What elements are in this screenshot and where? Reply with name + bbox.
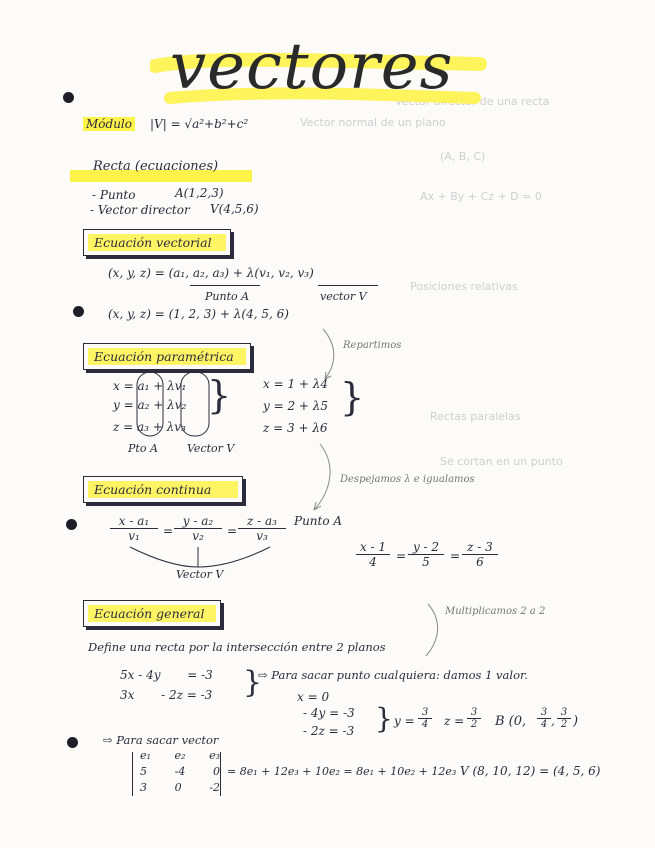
continua-point-label: Punto A: [294, 514, 343, 528]
modulo-formula: |V| = √a²+b²+c²: [150, 117, 249, 131]
continua-box: [83, 476, 243, 503]
vector-director-label: - Vector director: [90, 203, 190, 217]
bleed-text: Vector normal de un plano: [300, 116, 446, 129]
continua-fraction-z: $\frac{\text{z - a₃}}{\text{v₃}}$: [238, 514, 286, 543]
modulo-label: Módulo: [83, 117, 135, 131]
matrix-row-0: [140, 749, 220, 762]
y-label: y =: [394, 714, 415, 728]
general-vector-tip: ⇨ Para sacar vector: [103, 733, 219, 747]
matrix-row-2: [140, 781, 220, 794]
matrix-cell: 3: [140, 781, 147, 794]
parametric-applied-y: y = 2 + λ5: [263, 399, 329, 413]
bleed-text: Vector director de una recta: [395, 95, 550, 108]
vectorial-heading: Ecuación vectorial: [94, 235, 212, 250]
general-point-tip: ⇨ Para sacar punto cualquiera: damos 1 valor.: [258, 668, 528, 682]
z-fraction: $\frac{3}{2}$: [467, 707, 481, 730]
parametric-row-z: z = a₃ + λv₃: [113, 420, 186, 434]
matrix-cell: 0: [213, 765, 220, 778]
parametrica-heading: Ecuación paramétrica: [94, 349, 234, 364]
parametric-row-y: y = a₂ + λv₂: [113, 398, 187, 412]
continua-fraction-y: $\frac{\text{y - a₂}}{\text{v₂}}$: [174, 514, 222, 543]
matrix-cell: -4: [174, 765, 186, 778]
under-vector-v: Vector V: [187, 442, 235, 455]
note-multiplicamos: Multiplicamos 2 a 2: [445, 606, 546, 617]
continua-fraction-x: $\frac{\text{x - a₁}}{\text{v₁}}$: [110, 514, 158, 543]
applied-fraction-x: $\frac{x - 1}{4}$: [356, 540, 390, 569]
parametrica-box: [83, 343, 251, 370]
vector-director-value: V(4,5,6): [210, 202, 259, 216]
bleed-text: (A, B, C): [440, 150, 486, 163]
vectorial-general-equation: (x, y, z) = (a₁, a₂, a₃) + λ(v₁, v₂, v₃): [108, 266, 314, 280]
equals-sign: =: [396, 549, 407, 563]
punto-label: - Punto: [92, 188, 136, 202]
curved-arrow-icon: [300, 440, 345, 515]
point-b-close: ): [573, 714, 579, 729]
general-box: [83, 600, 221, 627]
under-point-label: Punto A: [205, 290, 250, 303]
general-solve-2: - 2z = -3: [303, 724, 355, 738]
vector-result: V (8, 10, 12) = (4, 5, 6): [460, 764, 601, 778]
general-x0: x = 0: [297, 690, 330, 704]
right-brace: }: [375, 702, 393, 735]
comma: ,: [551, 714, 555, 728]
general-eq-2: 3x - 2z = -3: [120, 688, 213, 702]
point-b-y: $\frac{3}{4}$: [537, 707, 551, 730]
matrix-row-1: [140, 765, 220, 778]
point-b-z: $\frac{3}{2}$: [557, 707, 571, 730]
under-pto-a: Pto A: [128, 442, 158, 455]
right-brace: }: [207, 373, 232, 417]
matrix-cell: 5: [140, 765, 147, 778]
bleed-text: Ax + By + Cz + D = 0: [420, 190, 542, 203]
bleed-text: Se cortan en un punto: [440, 455, 563, 468]
applied-fraction-y: $\frac{y - 2}{5}$: [408, 540, 444, 569]
under-vector-label: vector V: [320, 290, 367, 303]
point-b-open: B (0,: [495, 714, 527, 729]
bullet-dot: [63, 92, 74, 103]
vectorial-box: [83, 229, 231, 256]
continua-vector-label: Vector V: [176, 568, 224, 581]
matrix-cell: 0: [174, 781, 182, 794]
right-brace: }: [243, 665, 263, 700]
brace-underline: [190, 285, 260, 286]
note-repartimos: Repartimos: [343, 340, 402, 351]
right-brace: }: [340, 375, 365, 419]
general-solve-1: - 4y = -3: [303, 706, 355, 720]
equals-sign: =: [163, 524, 174, 538]
matrix-cell: e₃: [209, 749, 220, 762]
matrix-cell: e₂: [174, 749, 186, 762]
general-definition: Define una recta por la intersección entre 2 planos: [88, 640, 386, 654]
curved-arrow-icon: [410, 600, 450, 660]
parametric-row-x: x = a₁ + λv₁: [113, 379, 187, 393]
page-title: vectores: [170, 30, 454, 104]
recta-heading: Recta (ecuaciones): [93, 159, 219, 174]
y-fraction: $\frac{3}{4}$: [418, 707, 432, 730]
matrix-cell: e₁: [140, 749, 151, 762]
applied-fraction-z: $\frac{z - 3}{6}$: [462, 540, 498, 569]
bleed-text: Rectas paralelas: [430, 410, 521, 423]
determinant-bar-left: [132, 752, 133, 796]
general-eq-1: 5x - 4y = -3: [120, 668, 213, 682]
continua-heading: Ecuación continua: [94, 482, 212, 497]
bullet-dot: [66, 519, 77, 530]
bullet-dot: [67, 737, 78, 748]
punto-value: A(1,2,3): [175, 186, 224, 200]
determinant-result: = 8e₁ + 12e₃ + 10e₂ = 8e₁ + 10e₂ + 12e₃: [227, 765, 457, 778]
brace-underline: [318, 285, 378, 286]
determinant-bar-right: [220, 752, 221, 796]
equals-sign: =: [450, 549, 461, 563]
parametric-applied-z: z = 3 + λ6: [263, 421, 328, 435]
vectorial-applied-equation: (x, y, z) = (1, 2, 3) + λ(4, 5, 6): [108, 307, 289, 321]
general-heading: Ecuación general: [94, 606, 205, 621]
matrix-cell: -2: [209, 781, 220, 794]
parametric-applied-x: x = 1 + λ4: [263, 377, 329, 391]
bleed-text: Posiciones relativas: [410, 280, 518, 293]
z-label: z =: [444, 714, 465, 728]
bullet-dot: [73, 306, 84, 317]
note-despejamos: Despejamos λ e igualamos: [340, 474, 475, 485]
equals-sign: =: [227, 524, 238, 538]
